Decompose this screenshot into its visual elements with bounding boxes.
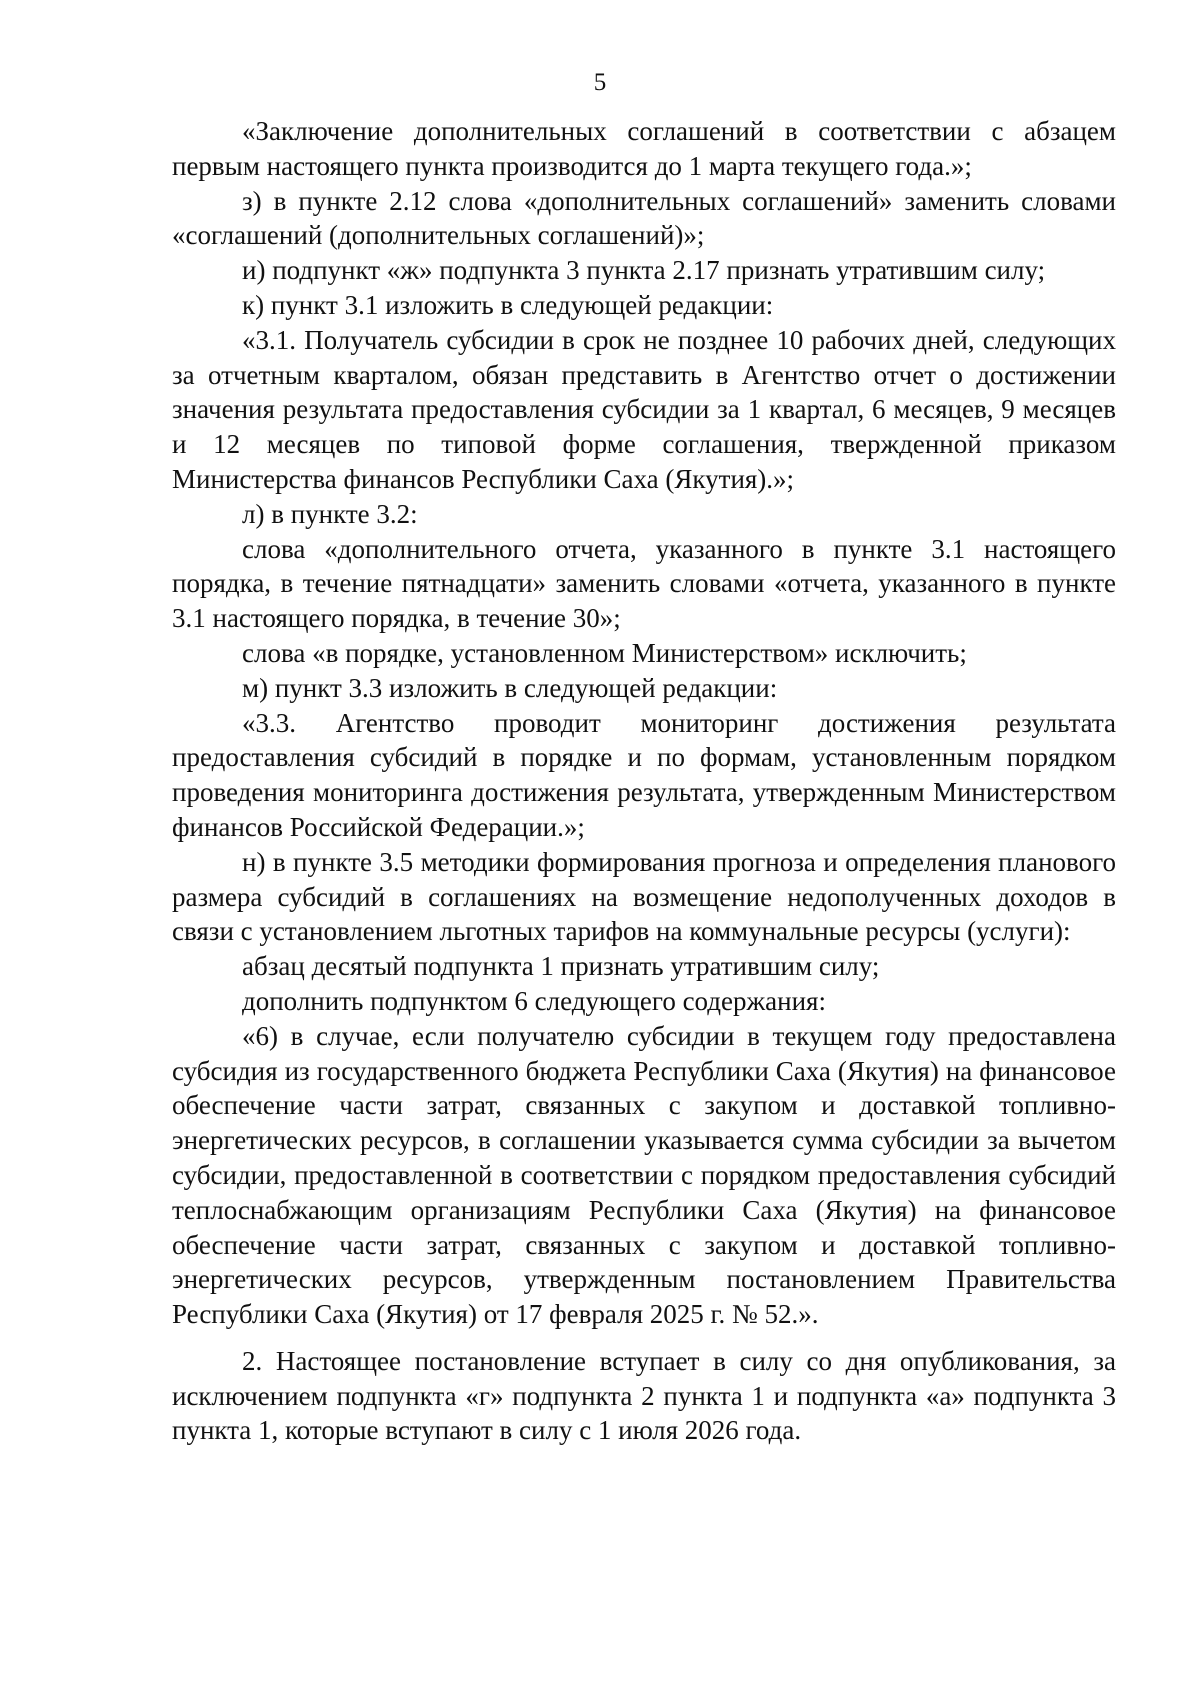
paragraph-n: н) в пункте 3.5 методики формирования прогноза и определения планового размера субсидий в соглашениях на возмещение недополученных доходов в связи с установлением льготных тарифов на коммунальные ресурсы (услуги): — [172, 846, 1116, 947]
paragraph-quote-closing: «Заключение дополнительных соглашений в соответствии с абзацем первым настоящего пункта производится до 1 марта текущего года.»; — [172, 116, 1116, 181]
paragraph-k: к) пункт 3.1 изложить в следующей редакции: — [242, 289, 774, 320]
paragraph-subpoint-6: «6) в случае, если получателю субсидии в текущем году предоставлена субсидия из государственного бюджета Республики Саха (Якутия) на финансовое обеспечение части затрат, связанных с закупом и доставкой топливно-энергетических ресурсов, в соглашении указывается сумма субсидии за вычетом субсидии, предоставленной в соответствии с порядком предоставления субсидий теплоснабжающим организациям Республики Саха (Якутия) на финансовое обеспечение части затрат, связанных с закупом и доставкой топливно-энергетических ресурсов, утвержденным постановлением Правительства Республики Саха (Якутия) от 17 февраля 2025 г. № 52.». — [172, 1020, 1116, 1330]
paragraph-section-2: 2. Настоящее постановление вступает в силу со дня опубликования, за исключением подпункта «г» подпункта 2 пункта 1 и подпункта «а» подпункта 3 пункта 1, которые вступают в силу с 1 июля 2026 года. — [172, 1345, 1116, 1446]
paragraph-l: л) в пункте 3.2: — [242, 498, 418, 529]
paragraph-i: и) подпункт «ж» подпункта 3 пункта 2.17 признать утратившим силу; — [242, 255, 1046, 286]
document-body — [172, 114, 1116, 1448]
paragraph-n-supplement: дополнить подпунктом 6 следующего содержания: — [242, 985, 826, 1016]
paragraph-n-abzac: абзац десятый подпункта 1 признать утратившим силу; — [242, 951, 880, 982]
paragraph-m: м) пункт 3.3 изложить в следующей редакции: — [242, 672, 778, 703]
paragraph-l-words-1: слова «дополнительного отчета, указанного в пункте 3.1 настоящего порядка, в течение пятнадцати» заменить словами «отчета, указанного в пункте 3.1 настоящего порядка, в течение 30»; — [172, 533, 1116, 634]
paragraph-3-3: «3.3. Агентство проводит мониторинг достижения результата предоставления субсидий в порядке и по формам, установленным порядком проведения мониторинга достижения результата, утвержденным Министерством финансов Российской Федерации.»; — [172, 707, 1116, 842]
paragraph-l-words-2: слова «в порядке, установленном Министерством» исключить; — [242, 637, 967, 668]
paragraph-z: з) в пункте 2.12 слова «дополнительных соглашений» заменить словами «соглашений (дополнительных соглашений)»; — [172, 185, 1116, 251]
page-number: 5 — [593, 69, 607, 96]
paragraph-3-1: «3.1. Получатель субсидии в срок не позднее 10 рабочих дней, следующих за отчетным кварталом, обязан представить в Агентство отчет о достижении значения результата предоставления субсидии за 1 квартал, 6 месяцев, 9 месяцев и 12 месяцев по типовой форме соглашения, твержденной приказом Министерства финансов Республики Саха (Якутия).»; — [172, 324, 1116, 494]
